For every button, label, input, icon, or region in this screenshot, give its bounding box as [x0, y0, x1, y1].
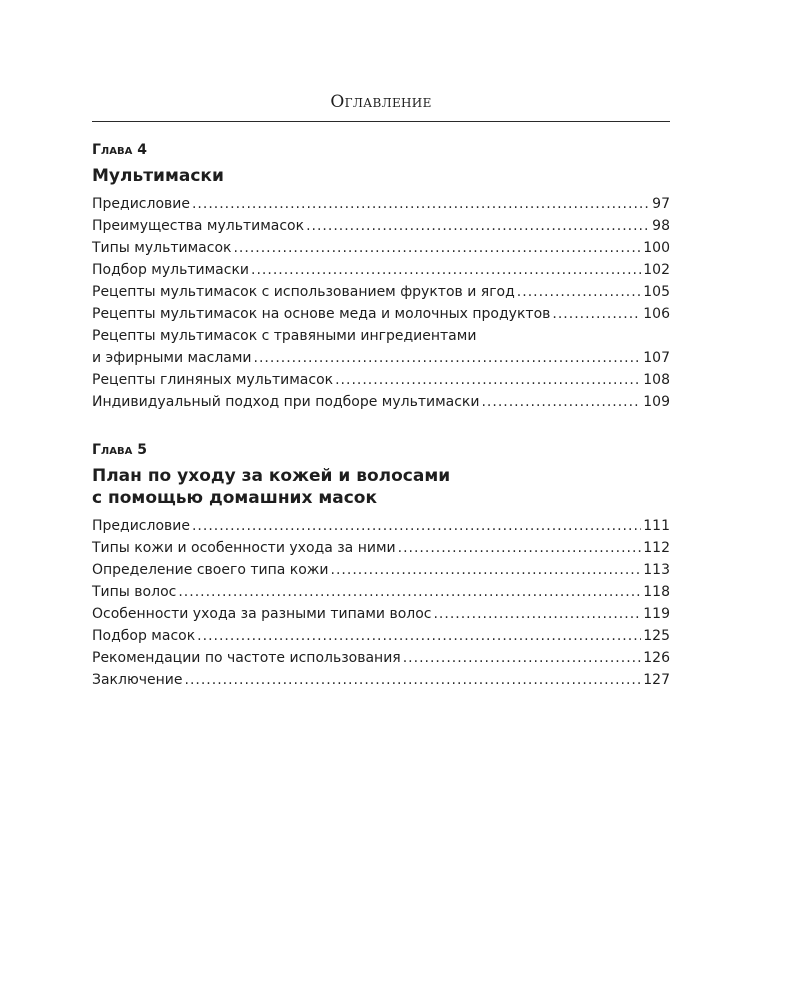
toc-entry-row: [92, 559, 670, 581]
toc-entry-page-number: 102: [643, 262, 670, 278]
toc-entry: [92, 581, 670, 603]
toc-entry-title: Предисловие: [92, 518, 190, 534]
toc-entry: [92, 669, 670, 691]
toc-entry-title: и эфирными маслами: [92, 350, 252, 366]
toc-entry-page-number: 105: [643, 284, 670, 300]
toc-entry-page-number: 111: [643, 518, 670, 534]
toc-entry: [92, 193, 670, 215]
toc-entry-row: [92, 515, 670, 537]
toc-entry-row: [92, 603, 670, 625]
toc-entry: [92, 515, 670, 537]
dot-leader: [331, 559, 642, 581]
toc-entry: [92, 281, 670, 303]
dot-leader: [433, 603, 641, 625]
toc-entry-page-number: 125: [643, 628, 670, 644]
toc-list: [92, 193, 670, 413]
toc-entry-page-number: 112: [643, 540, 670, 556]
dot-leader: [481, 391, 641, 413]
dot-leader: [178, 581, 641, 603]
toc-entry: [92, 603, 670, 625]
toc-entry-title-line: Рецепты мультимасок с травяными ингредиентами: [92, 328, 477, 344]
toc-entry-row: [92, 537, 670, 559]
toc-entry-row: [92, 281, 670, 303]
toc-entry-page-number: 97: [652, 196, 670, 212]
toc-entry-title: Индивидуальный подход при подборе мультимаски: [92, 394, 480, 410]
chapter-label: Глава 5: [92, 442, 147, 458]
toc-entry-title: Типы волос: [92, 584, 177, 600]
toc-entry-row: [92, 669, 670, 691]
toc-entry-row: [92, 193, 670, 215]
toc-entry: [92, 215, 670, 237]
chapter-title-line: Мультимаски: [92, 166, 224, 186]
toc-entry-row: [92, 581, 670, 603]
toc-entry-row: [92, 625, 670, 647]
dot-leader: [185, 669, 642, 691]
toc-entry: [92, 325, 670, 369]
toc-entry-page-number: 118: [643, 584, 670, 600]
toc-entry-page-number: 106: [643, 306, 670, 322]
dot-leader: [517, 281, 641, 303]
toc-entry: [92, 625, 670, 647]
toc-entry-title: Рецепты мультимасок на основе меда и молочных продуктов: [92, 306, 551, 322]
toc-entry: [92, 303, 670, 325]
toc-entry-title: Заключение: [92, 672, 183, 688]
toc-entry-title: Рецепты глиняных мультимасок: [92, 372, 334, 388]
toc-list: [92, 515, 670, 691]
dot-leader: [192, 193, 650, 215]
toc-entry-row: [92, 347, 670, 369]
header-divider: [92, 121, 670, 122]
toc-entry: [92, 559, 670, 581]
toc-entry-row: [92, 303, 670, 325]
dot-leader: [233, 237, 641, 259]
chapter-title-line: с помощью домашних масок: [92, 488, 378, 508]
toc-entry-page-number: 113: [643, 562, 670, 578]
toc-entry-title: Предисловие: [92, 196, 190, 212]
toc-entry-title: Преимущества мультимасок: [92, 218, 305, 234]
chapter-5-section: [92, 441, 670, 691]
dot-leader: [197, 625, 641, 647]
dot-leader: [251, 259, 641, 281]
toc-entry-title: Типы кожи и особенности ухода за ними: [92, 540, 396, 556]
toc-entry-title: Рекомендации по частоте использования: [92, 650, 401, 666]
toc-entry: [92, 647, 670, 669]
dot-leader: [335, 369, 641, 391]
toc-entry-page-number: 127: [643, 672, 670, 688]
running-header-title: Оглавление: [330, 92, 432, 112]
toc-entry-page-number: 100: [643, 240, 670, 256]
dot-leader: [552, 303, 641, 325]
toc-entry: [92, 391, 670, 413]
toc-entry-page-number: 126: [643, 650, 670, 666]
toc-entry-page-number: 107: [643, 350, 670, 366]
toc-entry-title: Типы мультимасок: [92, 240, 232, 256]
toc-entry-row: [92, 215, 670, 237]
chapter-title: [92, 465, 670, 509]
dot-leader: [254, 347, 642, 369]
toc-entry-page-number: 119: [643, 606, 670, 622]
toc-entry-row: [92, 391, 670, 413]
toc-entry-title: Рецепты мультимасок с использованием фруктов и ягод: [92, 284, 515, 300]
dot-leader: [403, 647, 642, 669]
chapter-title: [92, 165, 670, 187]
toc-entry-row: [92, 647, 670, 669]
chapter-4-section: [92, 141, 670, 413]
dot-leader: [398, 537, 642, 559]
dot-leader: [192, 515, 641, 537]
chapter-title-line: План по уходу за кожей и волосами: [92, 466, 451, 486]
toc-entry-row: [92, 369, 670, 391]
chapter-label: Глава 4: [92, 142, 147, 158]
dot-leader: [306, 215, 650, 237]
toc-entry: [92, 237, 670, 259]
toc-entry-page-number: 108: [643, 372, 670, 388]
toc-entry-title: Подбор мультимаски: [92, 262, 250, 278]
toc-entry-page-number: 98: [652, 218, 670, 234]
toc-entry-title: Подбор масок: [92, 628, 196, 644]
toc-entry-page-number: 109: [643, 394, 670, 410]
toc-entry-title: Особенности ухода за разными типами волос: [92, 606, 432, 622]
toc-entry-row: [92, 259, 670, 281]
toc-entry: [92, 369, 670, 391]
toc-entry: [92, 537, 670, 559]
toc-entry-row: [92, 237, 670, 259]
toc-entry-title: Определение своего типа кожи: [92, 562, 329, 578]
toc-entry: [92, 259, 670, 281]
